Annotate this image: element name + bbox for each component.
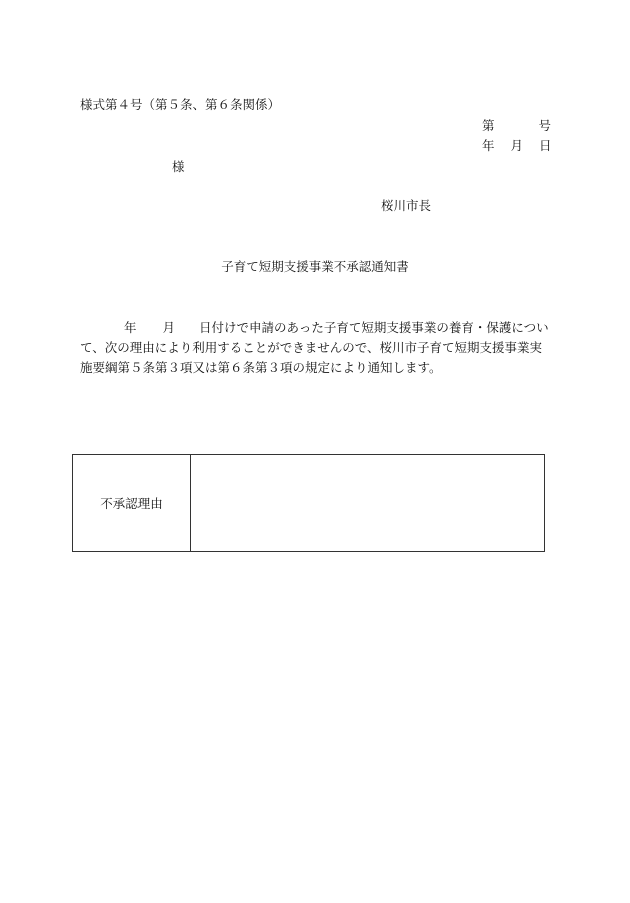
date-year: 年 (482, 138, 495, 153)
date-month: 月 (510, 138, 524, 153)
sender-name: 桜川市長 (381, 198, 432, 213)
reason-label: 不承認理由 (100, 496, 163, 511)
date-day: 日 (539, 138, 552, 153)
form-identifier: 様式第４号（第５条、第６条関係） (80, 97, 281, 112)
reason-value-cell (191, 455, 544, 551)
issue-date (482, 138, 552, 153)
number-suffix: 号 (538, 118, 552, 133)
body-text: 日付けで申請のあった子育て短期支援事業の養育・保護について、次の理由により利用することができませんので、桜川市子育て短期支援事業実施要綱第５条第３項又は第６条第３項の規定により通知します。 (80, 320, 549, 375)
document-title: 子育て短期支援事業不承認通知書 (221, 259, 409, 274)
recipient-honorific: 様 (172, 159, 185, 174)
number-prefix: 第 (482, 118, 495, 133)
reason-label-cell (73, 455, 191, 551)
body-month: 月 (162, 320, 176, 335)
document-number (482, 118, 551, 133)
reason-table (72, 454, 545, 552)
body-year: 年 (124, 320, 137, 335)
body-paragraph (80, 318, 550, 378)
